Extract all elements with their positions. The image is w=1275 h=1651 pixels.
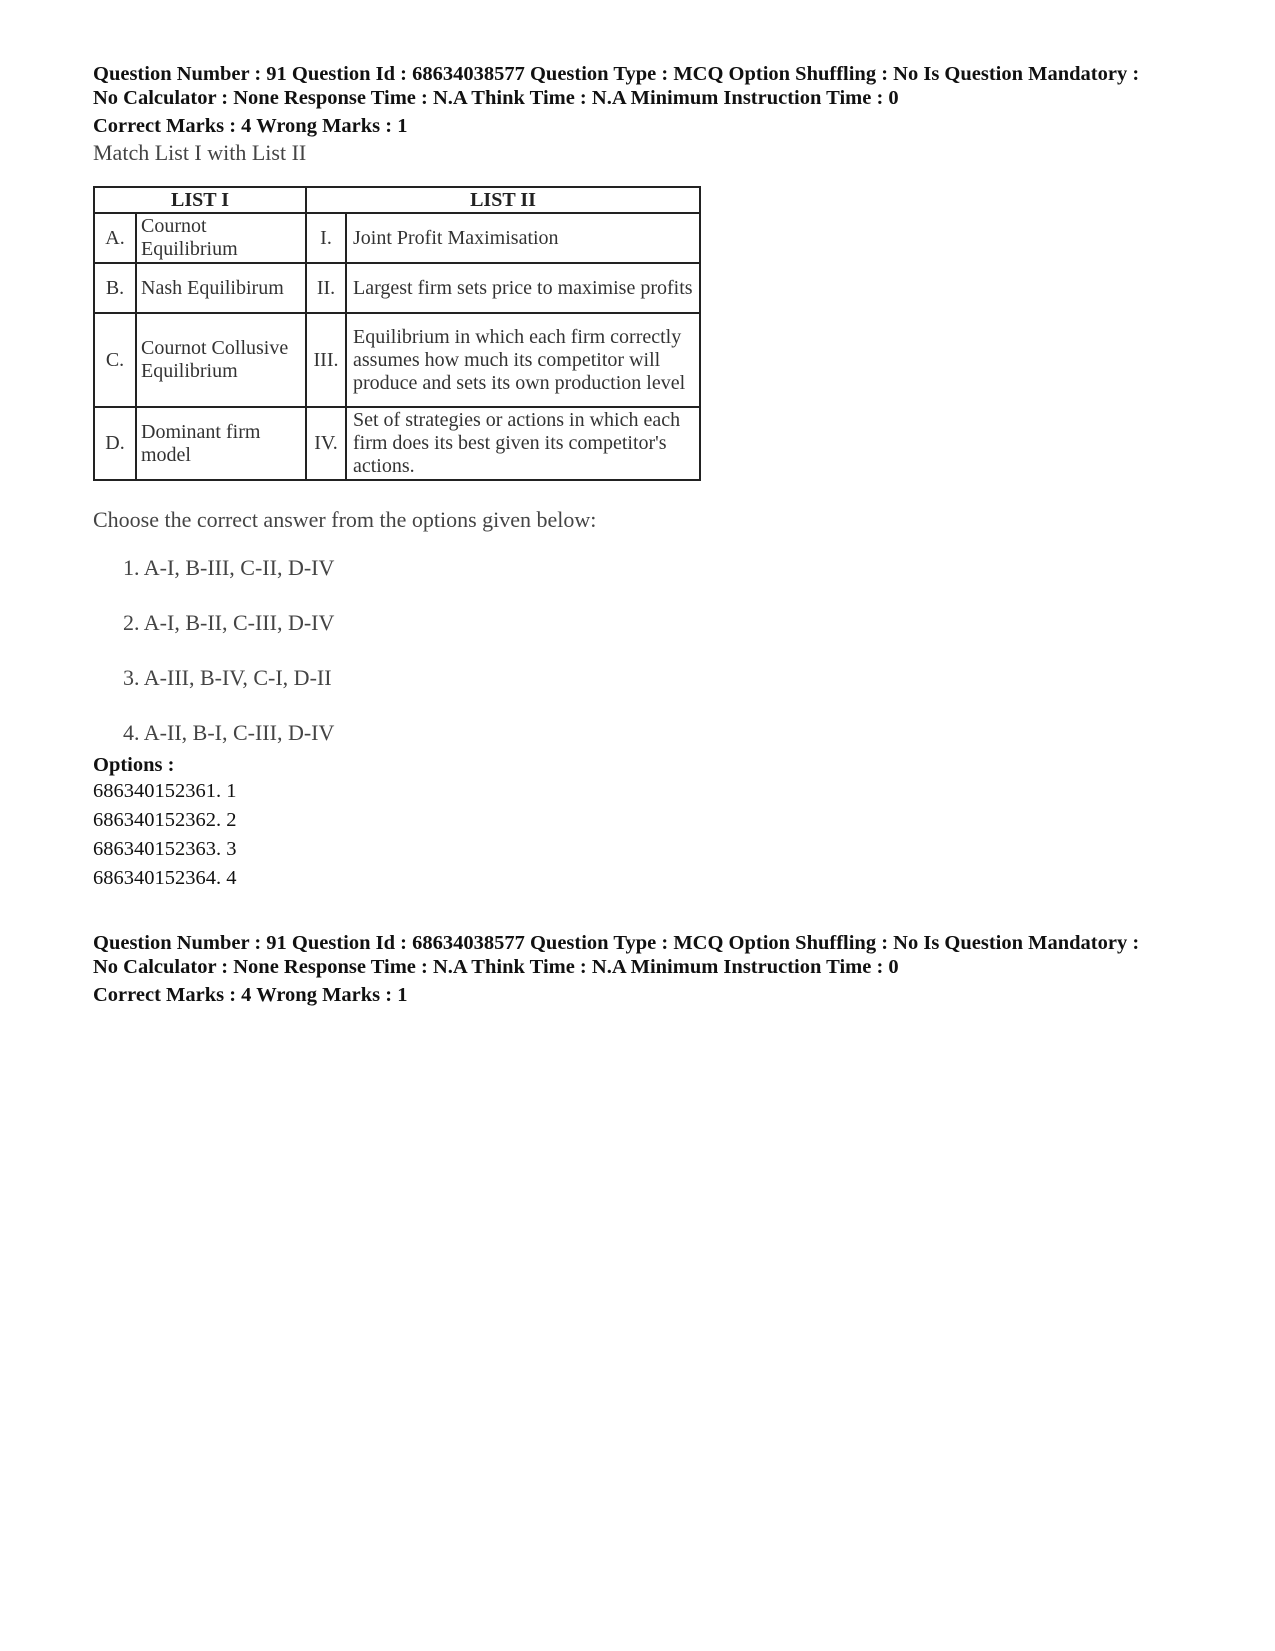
header-list-1: LIST I — [94, 187, 306, 213]
list1-item: Nash Equilibirum — [136, 263, 306, 313]
question-meta-line-1: Question Number : 91 Question Id : 68634038577 Question Type : MCQ Option Shuffling : No Is Question Mandatory : — [93, 63, 1140, 85]
question-block-1 — [93, 62, 1213, 893]
list2-item: Joint Profit Maximisation — [346, 213, 700, 263]
answer-choices — [123, 555, 1213, 753]
question-meta-line-1: Question Number : 91 Question Id : 68634038577 Question Type : MCQ Option Shuffling : No Is Question Mandatory : — [93, 932, 1140, 954]
answer-choice: 1. A-I, B-III, C-II, D-IV — [123, 555, 335, 580]
answer-choice: 4. A-II, B-I, C-III, D-IV — [123, 720, 335, 745]
list1-item: Cournot Collusive Equilibrium — [136, 313, 306, 407]
row-roman: IV. — [306, 407, 346, 480]
header-list-2: LIST II — [306, 187, 700, 213]
question-page — [93, 62, 1213, 1007]
option-item: 686340152364. 4 — [93, 867, 237, 889]
list2-item: Largest firm sets price to maximise profits — [346, 263, 700, 313]
options-label: Options : — [93, 754, 175, 776]
list2-item: Set of strategies or actions in which each firm does its best given its competitor's actions. — [346, 407, 700, 480]
table-row — [94, 407, 700, 480]
row-letter: B. — [94, 263, 136, 313]
list2-item: Equilibrium in which each firm correctly assumes how much its competitor will produce and sets its own production level — [346, 313, 700, 407]
table-row — [94, 213, 700, 263]
option-item: 686340152363. 3 — [93, 838, 237, 860]
question-block-2 — [93, 931, 1213, 1007]
answer-choice: 3. A-III, B-IV, C-I, D-II — [123, 665, 332, 690]
answer-choice: 2. A-I, B-II, C-III, D-IV — [123, 610, 335, 635]
choose-instruction: Choose the correct answer from the options given below: — [93, 507, 597, 532]
row-letter: C. — [94, 313, 136, 407]
question-meta-line-2: No Calculator : None Response Time : N.A Think Time : N.A Minimum Instruction Time : 0 — [93, 87, 899, 109]
question-meta-line-2: No Calculator : None Response Time : N.A Think Time : N.A Minimum Instruction Time : 0 — [93, 956, 899, 978]
table-header-row — [94, 187, 700, 213]
list1-item: Cournot Equilibrium — [136, 213, 306, 263]
marks-line: Correct Marks : 4 Wrong Marks : 1 — [93, 984, 408, 1006]
row-letter: D. — [94, 407, 136, 480]
row-letter: A. — [94, 213, 136, 263]
question-prompt: Match List I with List II — [93, 140, 307, 165]
table-row — [94, 313, 700, 407]
marks-line: Correct Marks : 4 Wrong Marks : 1 — [93, 115, 408, 137]
list1-item: Dominant firm model — [136, 407, 306, 480]
row-roman: III. — [306, 313, 346, 407]
table-row — [94, 263, 700, 313]
match-table — [93, 186, 701, 481]
row-roman: II. — [306, 263, 346, 313]
row-roman: I. — [306, 213, 346, 263]
option-item: 686340152361. 1 — [93, 780, 237, 802]
option-item: 686340152362. 2 — [93, 809, 237, 831]
